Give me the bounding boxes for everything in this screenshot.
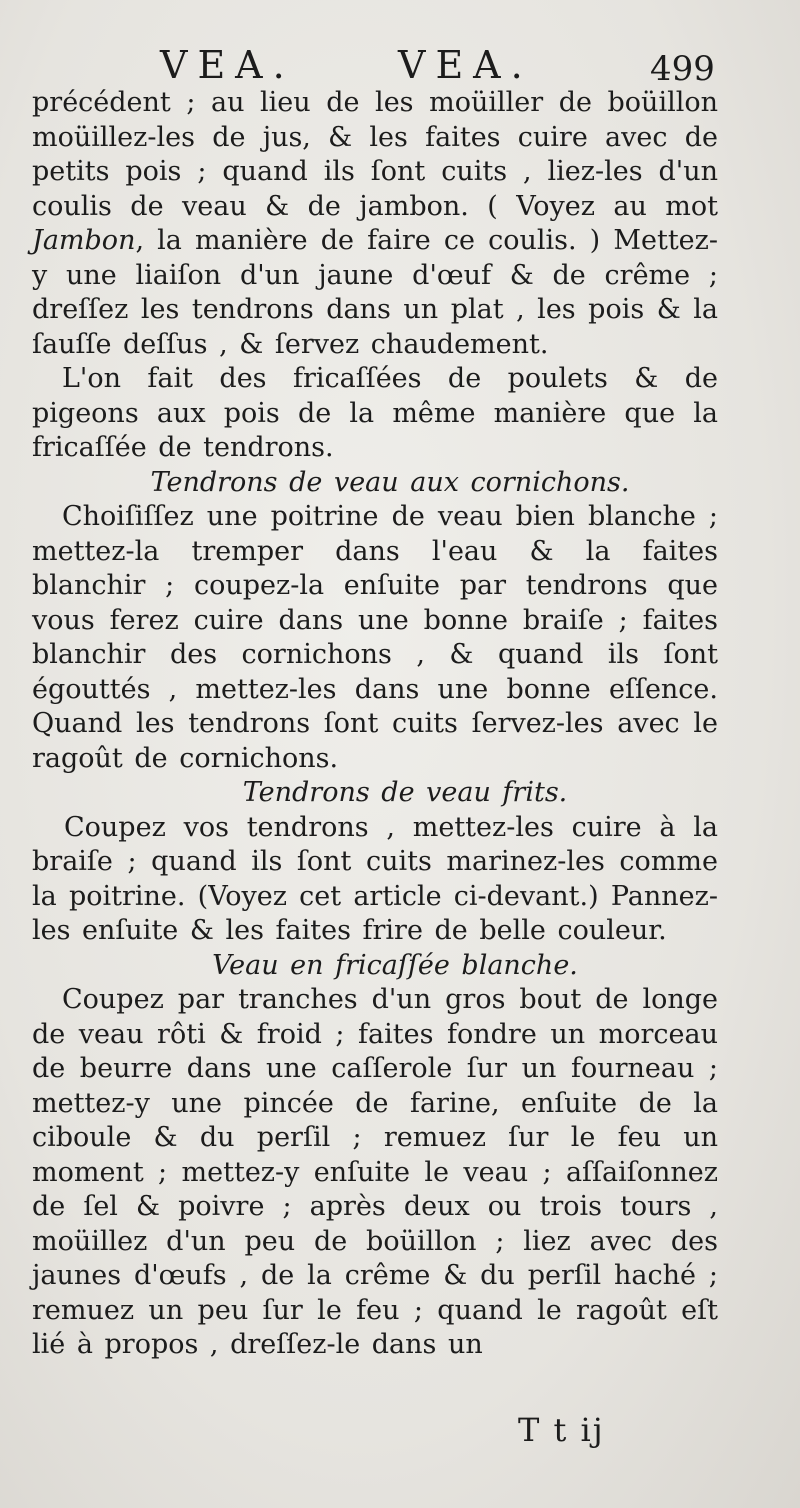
section-heading: Tendrons de veau aux cornichons. (150, 466, 630, 498)
running-head-right: VEA. (398, 43, 533, 87)
section-heading: Tendrons de veau frits. (242, 777, 568, 808)
cross-reference: Jambon (32, 225, 136, 256)
page-header (0, 40, 800, 90)
paragraph-text: précédent ; au lieu de les moüiller de boüillon moüillez-les de jus, & les faites cuire avec de petits pois ; quand ils ſont cuits , liez-les d'un coulis de veau & de jambon. ( Voyez au mot (32, 87, 718, 222)
paragraph-text: , la manière de faire ce coulis. ) Mettez-y une liaiſon d'un jaune d'œuf & de crême ; dreſſez les tendrons dans un plat , les pois & la ſauſſe deſſus , & ſervez chaudement. (32, 225, 718, 360)
body-text (32, 86, 718, 1363)
paragraph: Coupez par tranches d'un gros bout de longe de veau rôti & froid ; faites fondre un morceau de beurre dans une caſſerole ſur un fourneau ; mettez-y une pincée de farine, enſuite de la ciboule & du perſil ; remuez ſur le feu un moment ; mettez-y enſuite le veau ; aſſaiſonnez de ſel & poivre ; après deux ou trois tours , moüillez d'un peu de boüillon ; liez avec des jaunes d'œufs , de la crême & du perſil haché ; remuez un peu ſur le feu ; quand le ragoût eſt lié à propos , dreſſez-le dans un (32, 984, 718, 1360)
paragraph-continued (32, 86, 718, 362)
signature-mark: T t ij (518, 1411, 605, 1449)
running-head-left: VEA. (160, 43, 295, 87)
paragraph: L'on fait des fricaſſées de poulets & de pigeons aux pois de la même manière que la fricaſſée de tendrons. (32, 363, 718, 463)
paragraph: Choiſiſſez une poitrine de veau bien blanche ; mettez-la tremper dans l'eau & la faites blanchir ; coupez-la enſuite par tendrons que vous ferez cuire dans une bonne braiſe ; faites blanchir des cornichons , & quand ils ſont égouttés , mettez-les dans une bonne eſſence. Quand les tendrons ſont cuits ſervez-les avec le ragoût de cornichons. (32, 501, 718, 774)
paragraph: Coupez vos tendrons , mettez-les cuire à la braiſe ; quand ils ſont cuits marinez-les comme la poitrine. (Voyez cet article ci-devant.) Pannez-les enſuite & les faites frire de belle couleur. (32, 811, 718, 946)
section-heading: Veau en fricaſſée blanche. (212, 949, 578, 981)
page-number: 499 (650, 49, 715, 89)
